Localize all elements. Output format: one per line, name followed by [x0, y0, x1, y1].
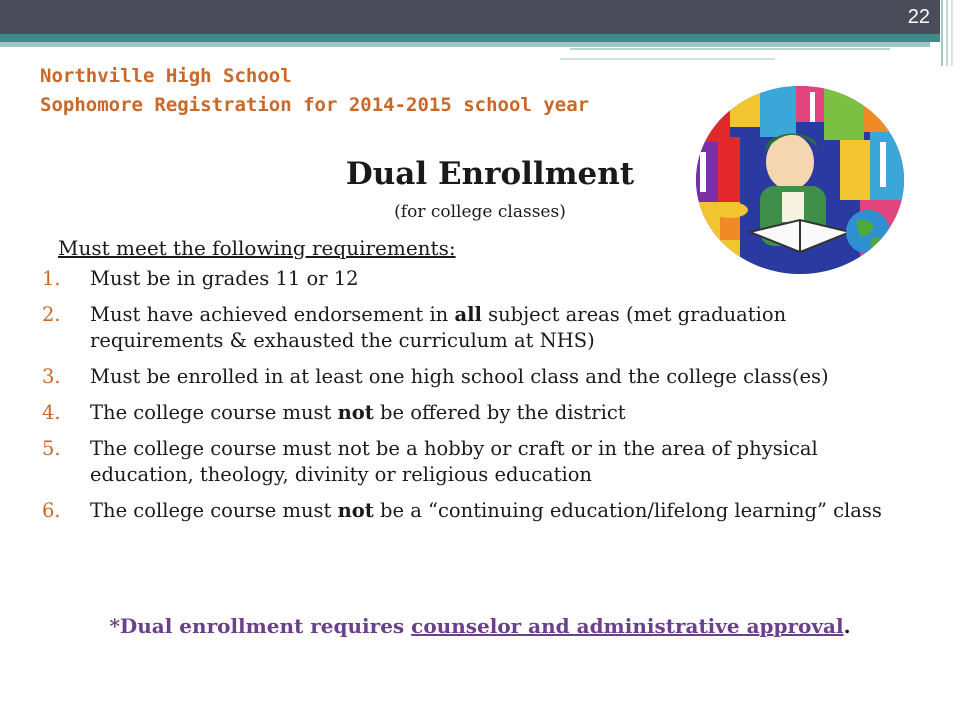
requirement-text: The college course must: [90, 401, 338, 424]
accent-bar-light: [0, 42, 930, 47]
decorative-line: [560, 58, 775, 60]
requirement-number: 5.: [42, 437, 61, 460]
requirement-text: be offered by the district: [373, 401, 626, 424]
requirement-item: [40, 436, 920, 488]
requirement-item: [40, 498, 920, 524]
decorative-vertical-line: [941, 0, 943, 66]
decorative-vertical-line: [951, 0, 953, 66]
decorative-vertical-line: [946, 0, 948, 66]
requirement-number: 1.: [42, 267, 61, 290]
page-number: 22: [907, 6, 930, 28]
requirement-number: 4.: [42, 401, 61, 424]
title-bar: [0, 0, 940, 34]
approval-note-underlined: counselor and administrative approval: [411, 614, 844, 638]
approval-note-suffix: .: [843, 614, 851, 638]
requirement-text: The college course must not be a hobby or craft or in the area of physical education, theology, divinity or religious education: [90, 437, 818, 486]
requirement-text: be a “continuing education/lifelong learning” class: [373, 499, 882, 522]
slide-subtitle: (for college classes): [394, 202, 566, 222]
approval-note-prefix: *Dual enrollment requires: [109, 614, 412, 638]
requirement-text: Must have achieved endorsement in: [90, 303, 455, 326]
requirement-item: [40, 266, 920, 292]
requirement-item: [40, 302, 920, 354]
accent-bar: [0, 34, 940, 42]
slide-title: Dual Enrollment: [345, 156, 635, 192]
requirement-item: [40, 364, 920, 390]
requirement-emphasis: not: [337, 401, 374, 424]
decorative-line: [570, 48, 890, 50]
requirement-emphasis: all: [454, 303, 482, 326]
requirement-text: subject areas (met graduation requirements & exhausted the curriculum at NHS): [90, 303, 787, 352]
requirement-item: [40, 400, 920, 426]
requirement-text: Must be enrolled in at least one high school class and the college class(es): [90, 365, 829, 388]
requirements-list: [40, 266, 920, 534]
registration-line: Sophomore Registration for 2014-2015 school year: [40, 94, 590, 116]
requirement-number: 3.: [42, 365, 61, 388]
requirement-text: The college course must: [90, 499, 338, 522]
requirement-emphasis: not: [337, 499, 374, 522]
requirements-heading: Must meet the following requirements:: [58, 236, 456, 260]
school-name: Northville High School: [40, 65, 292, 87]
requirement-number: 2.: [42, 303, 61, 326]
approval-note: [40, 612, 920, 640]
school-header: [40, 62, 589, 120]
requirement-number: 6.: [42, 499, 61, 522]
requirement-text: Must be in grades 11 or 12: [90, 267, 359, 290]
